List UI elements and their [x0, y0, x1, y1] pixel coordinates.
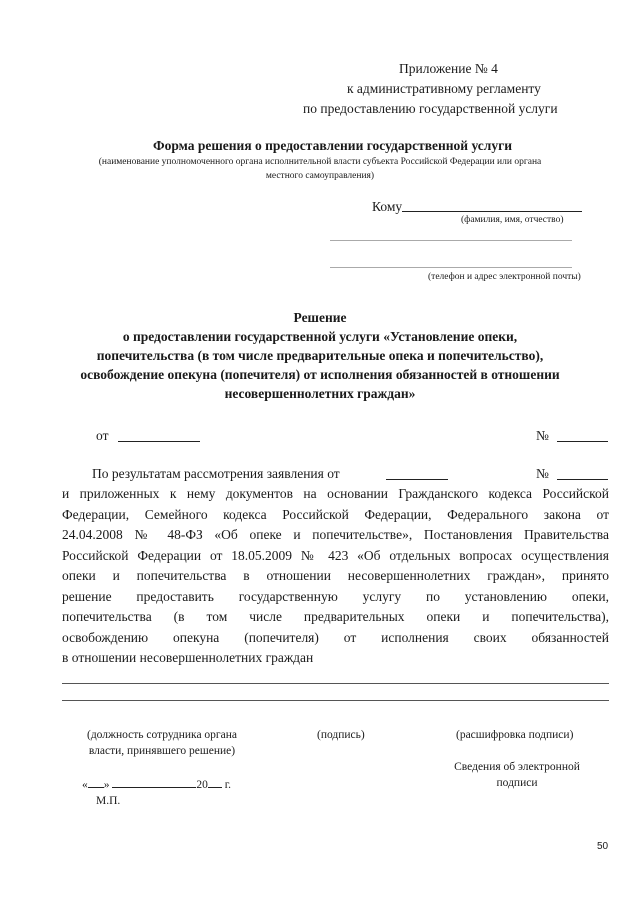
body-line: решение предоставить государственную услугу по установлению опеки,	[62, 588, 609, 604]
decision-date-blank	[118, 441, 200, 442]
year-blank	[208, 777, 222, 788]
year-suffix: г.	[224, 779, 232, 791]
date-quote-open: «	[82, 779, 88, 791]
application-number-blank	[557, 479, 608, 480]
appendix-line-1: Приложение № 4	[399, 61, 498, 76]
appendix-line-2: к административному регламенту	[347, 81, 541, 96]
authority-note-line-1: (наименование уполномоченного органа исполнительной власти субъекта Российской Федерации или органа	[98, 157, 542, 167]
decision-subject-line-2: попечительства (в том числе предварительные опека и попечительство),	[96, 348, 544, 363]
blank-line-2	[62, 700, 609, 701]
recipient-line-3	[330, 267, 572, 268]
form-title: Форма решения о предоставлении государственной услуги	[153, 138, 513, 153]
appendix-line-3: по предоставлению государственной услуги	[303, 101, 558, 116]
body-paragraph	[62, 484, 609, 669]
esign-caption-1: Сведения об электронной	[454, 761, 580, 773]
signature-date-line	[82, 777, 231, 791]
body-line: освобождению опекуна (попечителя) от исполнения своих обязанностей	[62, 629, 609, 645]
stamp-label: М.П.	[96, 795, 121, 807]
authority-note-line-2: местного самоуправления)	[265, 171, 375, 181]
recipient-contact-caption: (телефон и адрес электронной почты)	[428, 272, 581, 282]
month-blank	[112, 777, 196, 788]
year-prefix: 20	[196, 779, 208, 791]
esign-caption-2: подписи	[496, 777, 538, 789]
recipient-name-caption: (фамилия, имя, отчество)	[461, 215, 564, 225]
body-line: в отношении несовершеннолетних граждан	[62, 650, 314, 665]
decision-number-blank	[557, 441, 608, 442]
decision-number-label: №	[536, 428, 549, 443]
body-first-line-number: №	[536, 466, 549, 481]
body-first-line-prefix: По результатам рассмотрения заявления от	[92, 466, 340, 481]
body-line: 24.04.2008 № 48-ФЗ «Об опеке и попечительстве», Постановления Правительства	[62, 527, 609, 542]
signature-caption: (подпись)	[317, 729, 365, 741]
body-line: попечительства (в том числе предварительных опеки и попечительства),	[62, 609, 609, 624]
day-blank	[88, 777, 104, 788]
position-caption-1: (должность сотрудника органа	[86, 729, 238, 741]
decision-subject-line-4: несовершеннолетних граждан»	[224, 386, 416, 401]
recipient-name-line	[402, 211, 582, 212]
recipient-to-label: Кому	[372, 199, 403, 214]
body-line: Федерации, Семейного кодекса Российской Федерации, Федерального закона от	[62, 506, 609, 522]
decision-date-label: от	[96, 428, 109, 443]
recipient-line-2	[330, 240, 572, 241]
application-date-blank	[386, 479, 448, 480]
page-number: 50	[597, 841, 609, 852]
position-caption-2: власти, принявшего решение)	[88, 745, 236, 757]
blank-line-1	[62, 683, 609, 684]
date-quote-close: »	[103, 779, 110, 791]
decision-subject-line-1: о предоставлении государственной услуги «Установление опеки,	[122, 329, 518, 344]
body-line: и приложенных к нему документов на основании Гражданского кодекса Российской	[62, 486, 609, 501]
body-line: опеки и попечительства в отношении несовершеннолетних граждан», принято	[62, 568, 609, 583]
decision-heading: Решение	[293, 310, 347, 325]
decode-caption: (расшифровка подписи)	[456, 729, 574, 741]
body-line: Российской Федерации от 18.05.2009 № 423 «Об отдельных вопросах осуществления	[62, 547, 609, 563]
decision-subject-line-3: освобождение опекуна (попечителя) от исполнения обязанностей в отношении	[80, 367, 560, 382]
